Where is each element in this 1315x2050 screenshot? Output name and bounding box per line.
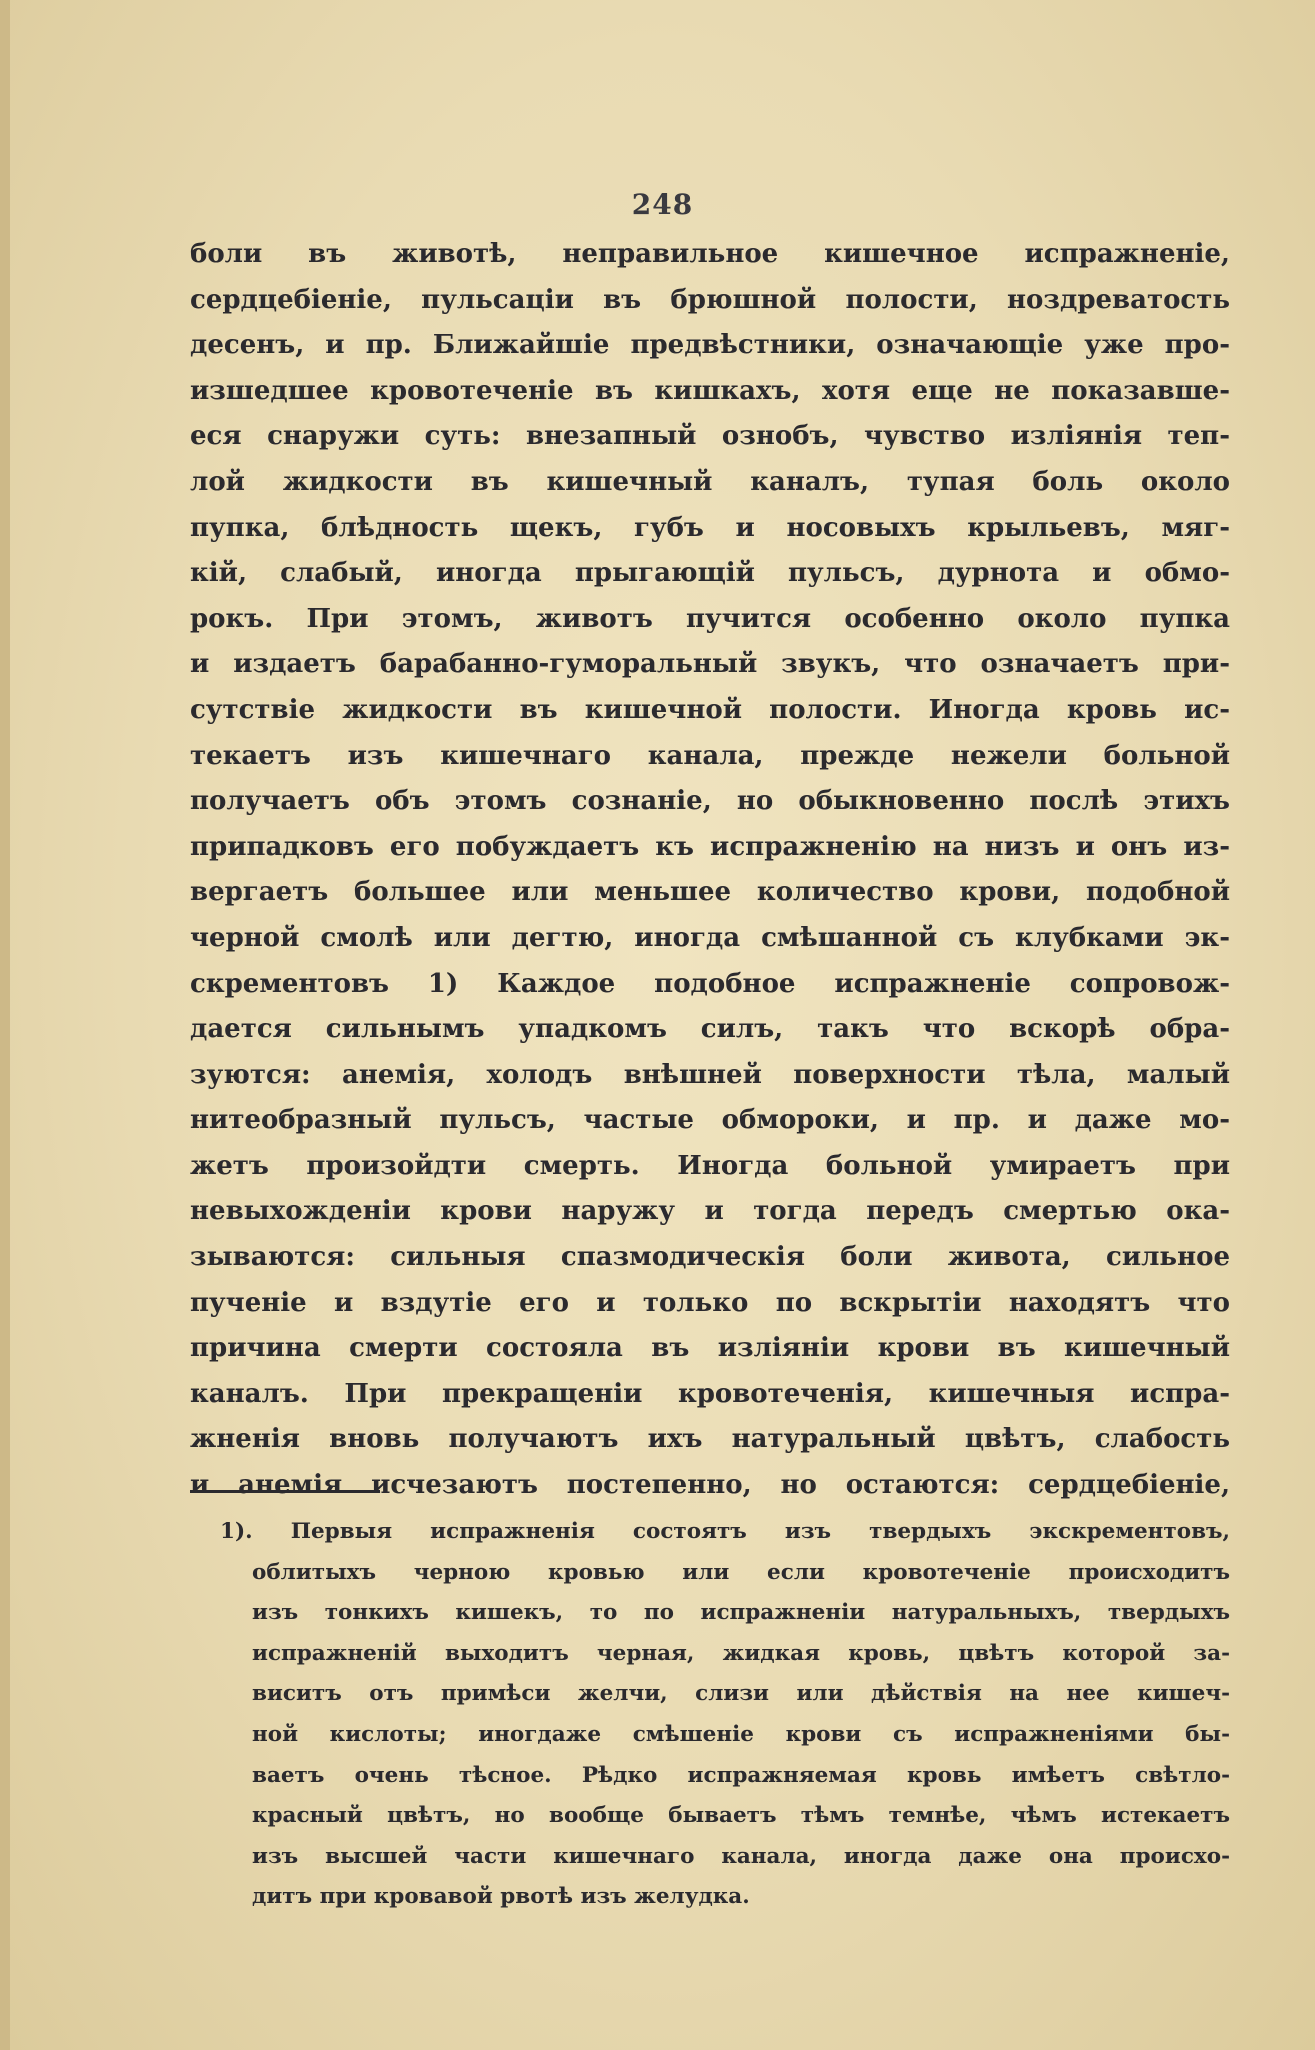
text-line: и издаетъ барабанно-гуморальный звукъ, что означаетъ при-	[190, 649, 1230, 680]
text-line: причина смерти состояла въ изліяніи крови въ кишечный	[190, 1333, 1230, 1364]
footnote-line: испражненій выходитъ черная, жидкая кровь, цвѣтъ которой за-	[252, 1640, 1230, 1666]
text-line: сутствіе жидкости въ кишечной полости. Иногда кровь ис-	[190, 694, 1230, 725]
page-number: 248	[631, 188, 694, 221]
footnote	[220, 1512, 1230, 1918]
text-line: рокъ. При этомъ, животъ пучится особенно около пупка	[190, 603, 1230, 634]
text-line: сердцебіеніе, пульсаціи въ брюшной полости, ноздреватость	[190, 284, 1230, 315]
text-line: текаетъ изъ кишечнаго канала, прежде нежели больной	[190, 740, 1230, 771]
text-line: вергаетъ большее или меньшее количество крови, подобной	[190, 877, 1230, 908]
footnote-line: виситъ отъ примѣси желчи, слизи или дѣйствія на нее кишеч-	[252, 1681, 1230, 1707]
footnote-line: облитыхъ черною кровью или если кровотеченіе происходитъ	[252, 1559, 1230, 1585]
text-line: черной смолѣ или дегтю, иногда смѣшанной съ клубками эк-	[190, 922, 1230, 953]
footnote-line: 1). Первыя испражненія состоятъ изъ твердыхъ экскрементовъ,	[220, 1519, 1230, 1544]
footnote-line: изъ высшей части кишечнаго канала, иногда даже она происхо-	[252, 1843, 1230, 1869]
text-line: боли въ животѣ, неправильное кишечное испражненіе,	[190, 239, 1230, 269]
text-line: изшедшее кровотеченіе въ кишкахъ, хотя еще не показавше-	[190, 375, 1230, 406]
main-text	[190, 232, 1230, 1509]
footnote-line: красный цвѣтъ, но вообще бываетъ тѣмъ темнѣе, чѣмъ истекаетъ	[252, 1803, 1230, 1829]
text-line: кій, слабый, иногда прыгающій пульсъ, дурнота и обмо-	[190, 558, 1230, 589]
footnote-line: ной кислоты; иногдаже смѣшеніе крови съ испражненіями бы-	[252, 1721, 1230, 1747]
footnote-line: ваетъ очень тѣсное. Рѣдко испражняемая кровь имѣетъ свѣтло-	[252, 1762, 1230, 1788]
text-line: зуются: анемія, холодъ внѣшней поверхности тѣла, малый	[190, 1059, 1230, 1090]
text-line: десенъ, и пр. Ближайшіе предвѣстники, означающіе уже про-	[190, 330, 1230, 361]
text-line: дается сильнымъ упадкомъ силъ, такъ что вскорѣ обра-	[190, 1014, 1230, 1045]
text-line: получаетъ объ этомъ сознаніе, но обыкновенно послѣ этихъ	[190, 786, 1230, 817]
text-line: нитеобразный пульсъ, частые обмороки, и пр. и даже мо-	[190, 1105, 1230, 1136]
text-line: и анемія исчезаютъ постепенно, но остаются: сердцебіеніе,	[190, 1470, 1230, 1501]
text-line: лой жидкости въ кишечный каналъ, тупая боль около	[190, 466, 1230, 497]
text-line: жетъ произойдти смерть. Иногда больной умираетъ при	[190, 1150, 1230, 1181]
text-line: каналъ. При прекращеніи кровотеченія, кишечныя испра-	[190, 1378, 1230, 1409]
text-line: жненія вновь получаютъ ихъ натуральный цвѣтъ, слабость	[190, 1424, 1230, 1455]
footnote-line: дитъ при кровавой рвотѣ изъ желудка.	[252, 1884, 750, 1910]
text-line: пученіе и вздутіе его и только по вскрытіи находятъ что	[190, 1287, 1230, 1318]
text-line: скрементовъ 1) Каждое подобное испражненіе сопровож-	[190, 968, 1230, 999]
text-line: зываются: сильныя спазмодическія боли живота, сильное	[190, 1242, 1230, 1273]
text-line: еся снаружи суть: внезапный ознобъ, чувство изліянія теп-	[190, 421, 1230, 452]
text-line: невыхожденіи крови наружу и тогда передъ смертью ока-	[190, 1196, 1230, 1227]
text-line: пупка, блѣдность щекъ, губъ и носовыхъ крыльевъ, мяг-	[190, 512, 1230, 543]
footnote-divider	[190, 1490, 380, 1493]
text-line: припадковъ его побуждаетъ къ испражненію на низъ и онъ из-	[190, 831, 1230, 862]
footnote-line: изъ тонкихъ кишекъ, то по испражненіи натуральныхъ, твердыхъ	[252, 1600, 1230, 1626]
